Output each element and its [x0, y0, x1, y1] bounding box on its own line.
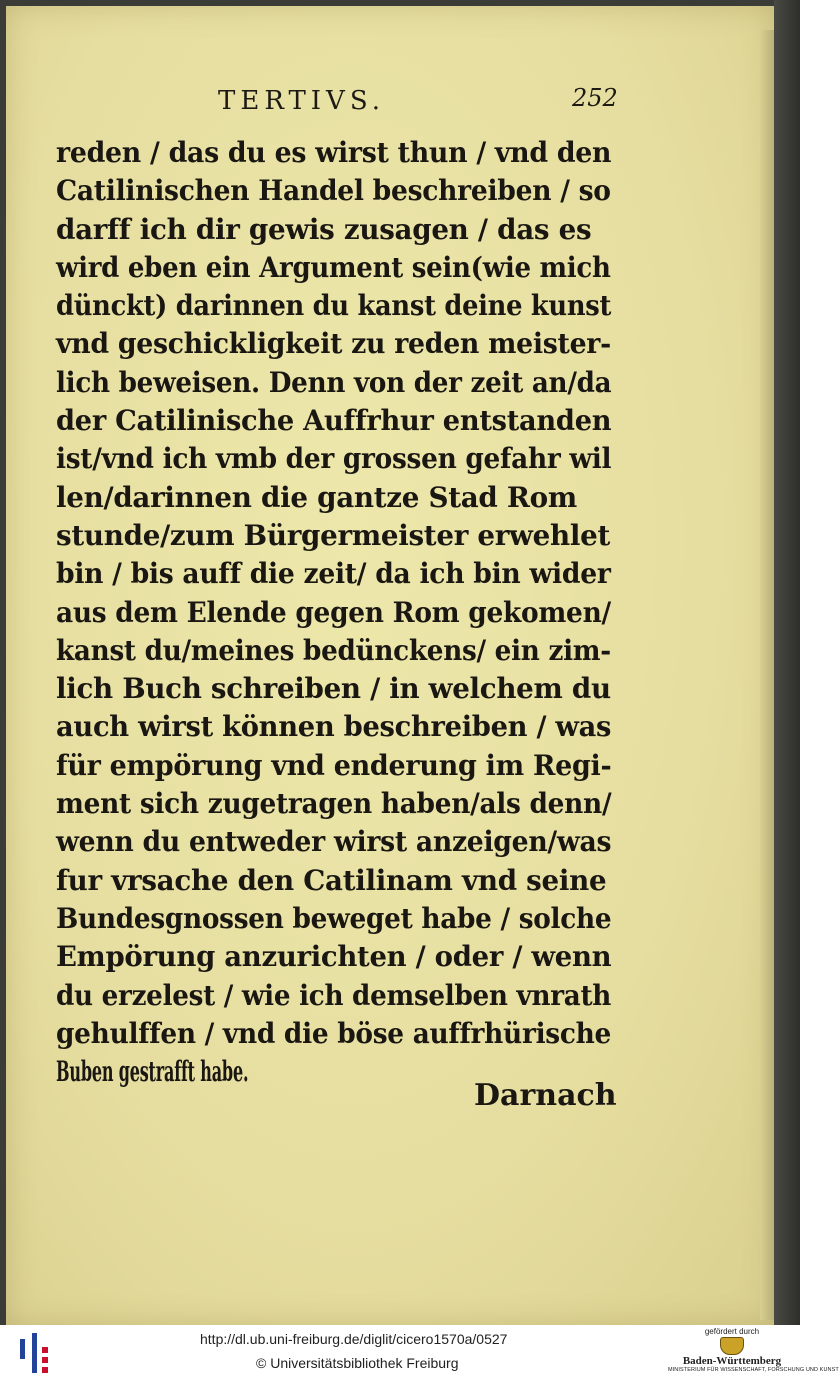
text-line: auch wirst können beschreiben / was [56, 710, 612, 744]
text-line: len/darinnen die gantze Stad Rom [56, 480, 577, 514]
text-line: Buben gestrafft habe. [56, 1055, 249, 1089]
text-line: ist/vnd ich vmb der grossen gefahr wil [56, 442, 612, 476]
text-line: stunde/zum Bürgermeister erwehlet [56, 518, 611, 552]
copyright-notice: © Universitätsbibliothek Freiburg [256, 1355, 459, 1371]
page-number: 252 [572, 84, 618, 112]
sponsor-block [668, 1327, 839, 1373]
text-line: bin / bis auff die zeit/ da ich bin wider [56, 557, 611, 591]
text-line: der Catilinische Auffrhur entstanden [56, 404, 612, 438]
permalink-url[interactable]: http://dl.ub.uni-freiburg.de/diglit/cicero1570a/0527 [200, 1331, 508, 1347]
text-line: wird eben ein Argument sein(wie mich [56, 250, 611, 284]
text-line: du erzelest / wie ich demselben vnrath [56, 978, 612, 1012]
text-line: aus dem Elende gegen Rom gekomen/ [56, 595, 611, 629]
text-line: für empörung vnd enderung im Regi- [56, 748, 612, 782]
scan-border [774, 0, 800, 1325]
text-line: ment sich zugetragen haben/als denn/ [56, 787, 612, 821]
text-line: gehulffen / vnd die böse auffrhürische [56, 1016, 612, 1050]
sponsor-ministry: MINISTERIUM FÜR WISSENSCHAFT, FORSCHUNG UND KUNST [668, 1367, 839, 1373]
book-page [6, 6, 774, 1326]
text-line: lich beweisen. Denn von der zeit an/da [56, 365, 612, 399]
catchword: Darnach [474, 1078, 617, 1113]
text-line: vnd geschickligkeit zu reden meister- [56, 327, 611, 361]
text-line: Bundesgnossen beweget habe / solche [56, 901, 612, 935]
text-line: Empörung anzurichten / oder / wenn [56, 940, 612, 974]
coat-of-arms-icon [720, 1337, 744, 1355]
text-line: kanst du/meines bedünckens/ ein zim- [56, 633, 611, 667]
sponsor-name: Baden-Württemberg [682, 1355, 782, 1367]
text-line: wenn du entweder wirst anzeigen/was [56, 825, 612, 859]
sponsor-label: gefördert durch [704, 1327, 760, 1336]
text-line: reden / das du es wirst thun / vnd den [56, 136, 612, 169]
text-line: lich Buch schreiben / in welchem du [56, 672, 611, 706]
text-line: fur vrsache den Catilinam vnd seine [56, 863, 607, 897]
text-line: Catilinischen Handel beschreiben / so [56, 174, 611, 208]
text-line: dünckt) darinnen du kanst deine kunst [56, 289, 612, 323]
library-logo-icon [12, 1333, 52, 1377]
page-rim [760, 30, 774, 1320]
body-text [56, 134, 616, 1091]
viewer-footer [0, 1325, 839, 1383]
text-line: darff ich dir gewis zusagen / das es [56, 212, 592, 246]
running-head: TERTIVS. [218, 86, 385, 116]
